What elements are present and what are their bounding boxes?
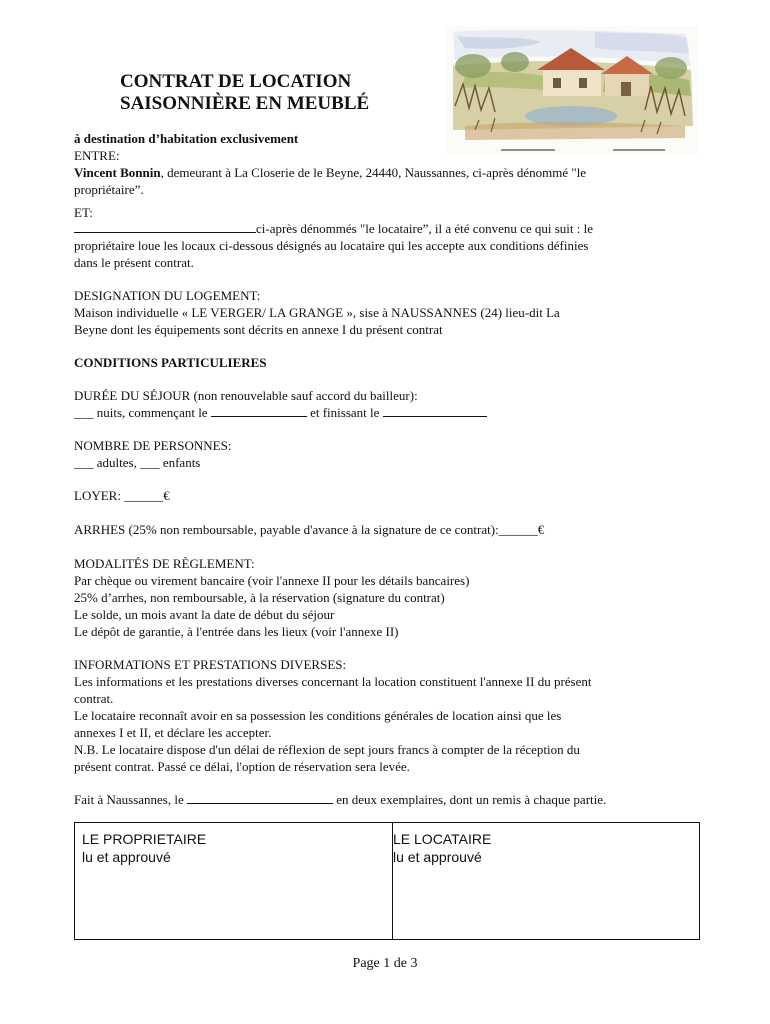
- informations-line: contrat.: [74, 691, 114, 706]
- modalites-heading: MODALITÉS DE RÈGLEMENT:: [74, 556, 255, 571]
- tenant-line-2: propriétaire loue les locaux ci-dessous désignés au locataire qui les accepte aux conditions définies: [74, 238, 589, 253]
- loyer-line[interactable]: LOYER: ______€: [74, 488, 170, 503]
- owner-line-1: [74, 164, 586, 181]
- personnes-line[interactable]: ___ adultes, ___ enfants: [74, 455, 201, 470]
- informations-heading: INFORMATIONS ET PRESTATIONS DIVERSES:: [74, 657, 347, 672]
- owner-signature-title: LE PROPRIETAIRE: [82, 831, 207, 847]
- destination-line: à destination d’habitation exclusivement: [74, 131, 299, 146]
- informations-line: annexes I et II, et déclare les accepter.: [74, 725, 272, 740]
- signature-date-blank[interactable]: [187, 791, 333, 804]
- designation-line-2: Beyne dont les équipements sont décrits en annexe I du présent contrat: [74, 322, 443, 337]
- modalites-item: Par chèque ou virement bancaire (voir l'annexe II pour les détails bancaires): [74, 573, 470, 588]
- signature-table: [74, 822, 700, 940]
- designation-line-1: Maison individuelle « LE VERGER/ LA GRANGE », sise à NAUSSANNES (24) lieu-dit La: [74, 305, 560, 320]
- tenant-approval-label: lu et approuvé: [393, 849, 482, 865]
- owner-line-1-text: , demeurant à La Closerie de le Beyne, 24440, Naussannes, ci-après dénommé "le: [160, 165, 587, 180]
- tenant-name-blank[interactable]: [74, 220, 256, 233]
- owner-approval-label: lu et approuvé: [82, 849, 171, 865]
- duree-heading: DURÉE DU SÉJOUR (non renouvelable sauf accord du bailleur):: [74, 388, 418, 403]
- modalites-item: Le dépôt de garantie, à l'entrée dans les lieux (voir l'annexe II): [74, 624, 399, 639]
- owner-name: Vincent Bonnin: [74, 165, 161, 180]
- duree-text-1: nuits, commençant le: [93, 405, 211, 420]
- duree-text-2: et finissant le: [306, 405, 383, 420]
- contract-title-line2: SAISONNIÈRE EN MEUBLÉ: [120, 93, 370, 114]
- owner-signature-cell[interactable]: [75, 823, 393, 939]
- tenant-line-1: [74, 220, 593, 237]
- designation-heading: DESIGNATION DU LOGEMENT:: [74, 288, 261, 303]
- owner-line-2: propriétaire”.: [74, 182, 144, 197]
- informations-line: Le locataire reconnaît avoir en sa possession les conditions générales de location ainsi que les: [74, 708, 562, 723]
- informations-line: présent contrat. Passé ce délai, l'option de réservation sera levée.: [74, 759, 410, 774]
- informations-line: N.B. Le locataire dispose d'un délai de réflexion de sept jours francs à compter de la réception du: [74, 742, 580, 757]
- nights-blank[interactable]: ___: [74, 405, 94, 420]
- modalites-item: Le solde, un mois avant la date de début du séjour: [74, 607, 335, 622]
- page-number: Page 1 de 3: [352, 956, 418, 971]
- fait-suffix: en deux exemplaires, dont un remis à chaque partie.: [333, 792, 607, 807]
- entre-label: ENTRE:: [74, 148, 120, 163]
- arrhes-line[interactable]: ARRHES (25% non remboursable, payable d'avance à la signature de ce contrat):______€: [74, 522, 545, 537]
- fait-prefix: Fait à Naussannes, le: [74, 792, 188, 807]
- start-date-blank[interactable]: [211, 404, 307, 417]
- tenant-line-3: dans le présent contrat.: [74, 255, 194, 270]
- end-date-blank[interactable]: [383, 404, 487, 417]
- contract-title-line1: CONTRAT DE LOCATION: [120, 71, 352, 92]
- tenant-signature-title: LE LOCATAIRE: [393, 831, 492, 847]
- modalites-item: 25% d’arrhes, non remboursable, à la réservation (signature du contrat): [74, 590, 445, 605]
- fait-line: [74, 791, 606, 808]
- et-label: ET:: [74, 205, 93, 220]
- conditions-heading: CONDITIONS PARTICULIERES: [74, 355, 267, 370]
- farmhouse-watercolor-illustration: [445, 26, 698, 154]
- tenant-line-1-text: ci-après dénommés "le locataire”, il a été convenu ce qui suit : le: [256, 221, 594, 236]
- personnes-heading: NOMBRE DE PERSONNES:: [74, 438, 232, 453]
- informations-line: Les informations et les prestations diverses concernant la location constituent l'annexe II du présent: [74, 674, 592, 689]
- duree-line: [74, 404, 487, 421]
- tenant-signature-cell[interactable]: [386, 823, 699, 939]
